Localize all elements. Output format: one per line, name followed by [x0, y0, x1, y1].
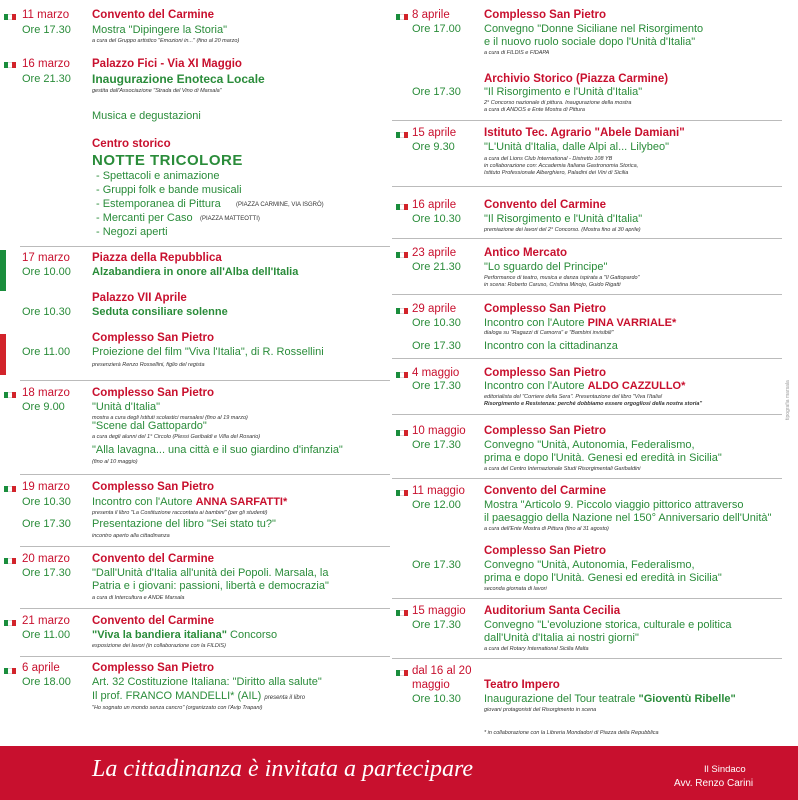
- event-title: prima e dopo l'Unità. Genesi ed eredità in Sicilia": [484, 452, 722, 464]
- event-place: Palazzo VII Aprile: [92, 292, 187, 304]
- tricolore-flag-icon: [396, 252, 408, 258]
- tricolore-flag-icon: [4, 486, 16, 492]
- list-item-location: (PIAZZA CARMINE, VIA ISGRÒ): [236, 202, 324, 208]
- event-time: Ore 9.30: [412, 141, 455, 153]
- event-place: Complesso San Pietro: [92, 332, 215, 344]
- event-note: Istituto Professionale Alberghiero, Paladini dei Vini di Sicilia: [484, 170, 629, 176]
- event-date: 10 maggio: [412, 425, 466, 437]
- event-date: 15 maggio: [412, 605, 466, 617]
- event-note: a cura del Gruppo artistico "Emozioni in..." (fino al 20 marzo): [92, 38, 240, 44]
- event-place: Antico Mercato: [484, 247, 568, 259]
- tricolore-flag-icon: [4, 392, 16, 398]
- author-name: PINA VARRIALE*: [587, 317, 677, 329]
- tricolore-flag-icon: [396, 372, 408, 378]
- event-place: Complesso San Pietro: [484, 545, 607, 557]
- event-title: Patria e i giovani: passioni, libertà e democrazia": [92, 580, 329, 592]
- event-time: Ore 10.30: [412, 213, 461, 225]
- event-time: Ore 17.00: [412, 23, 461, 35]
- event-place: Convento del Carmine: [484, 485, 607, 497]
- event-title: e il nuovo ruolo sociale dopo l'Unità d'Italia": [484, 36, 696, 48]
- list-item: - Spettacoli e animazione: [96, 170, 220, 182]
- event-place: Complesso San Pietro: [484, 425, 607, 437]
- event-date: 19 marzo: [22, 481, 70, 493]
- event-time: Ore 10.30: [412, 693, 461, 705]
- separator: [20, 246, 390, 247]
- separator: [392, 414, 782, 415]
- side-credit: tipografia marsala: [785, 380, 791, 420]
- event-title: "Unità d'Italia": [92, 401, 160, 413]
- event-date: 23 aprile: [412, 247, 457, 259]
- event-note: a cura del Centro Internazionale Studi Risorgimentali Garibaldini: [484, 466, 641, 472]
- event-time: Ore 12.00: [412, 499, 461, 511]
- event-place: Piazza della Repubblica: [92, 252, 222, 264]
- event-time: Ore 17.30: [412, 439, 461, 451]
- event-note: seconda giornata di lavori: [484, 586, 547, 592]
- event-place: Istituto Tec. Agrario "Abele Damiani": [484, 127, 685, 139]
- event-date: 21 marzo: [22, 615, 70, 627]
- event-title-main: "Gioventù Ribelle": [638, 693, 736, 705]
- event-note: a cura di FILDIS e FIDAPA: [484, 50, 550, 56]
- event-place: Convento del Carmine: [92, 615, 215, 627]
- event-time: Ore 10.30: [22, 496, 71, 508]
- event-place: Convento del Carmine: [484, 199, 607, 211]
- signature-title: Il Sindaco: [704, 764, 746, 775]
- event-date: 17 marzo: [22, 252, 70, 264]
- list-item: - Gruppi folk e bande musicali: [96, 184, 242, 196]
- event-date: 18 marzo: [22, 387, 70, 399]
- event-title: [92, 690, 305, 702]
- footer-banner: [0, 746, 798, 800]
- event-note: presenzierà Renzo Rossellini, figlio del regista: [92, 362, 205, 368]
- tricolore-flag-icon: [396, 490, 408, 496]
- separator: [392, 358, 782, 359]
- event-time: Ore 11.00: [22, 346, 71, 358]
- author-name: ANNA SARFATTI*: [195, 496, 288, 508]
- event-time: Ore 17.30: [22, 567, 71, 579]
- event-note: a cura di Intercultura e ANDE Marsala: [92, 595, 185, 601]
- event-note: editorialista del "Corriere della Sera". Presentazione del libro "Viva l'Italia!: [484, 394, 663, 400]
- event-place: Archivio Storico (Piazza Carmine): [484, 73, 669, 85]
- event-place: Complesso San Pietro: [92, 662, 215, 674]
- event-place: Complesso San Pietro: [92, 387, 215, 399]
- event-note: in scena: Roberto Caruso, Cristina Minojo, Guido Rigatti: [484, 282, 621, 288]
- separator: [392, 186, 782, 187]
- event-title-main: "Viva la bandiera italiana": [92, 629, 227, 641]
- event-title: il paesaggio della Nazione nel 150° Anniversario dell'Unità": [484, 512, 772, 524]
- event-title: "Il Risorgimento e l'Unità d'Italia": [484, 213, 643, 225]
- event-title: Seduta consiliare solenne: [92, 306, 228, 318]
- event-date: 16 marzo: [22, 58, 70, 70]
- event-title: Presentazione del libro "Sei stato tu?": [92, 518, 276, 530]
- event-date: 29 aprile: [412, 303, 457, 315]
- tricolore-flag-icon: [396, 204, 408, 210]
- event-time: Ore 17.30: [412, 380, 461, 392]
- event-note: a cura dell'Ente Mostra di Pittura (fino al 31 agosto): [484, 526, 609, 532]
- event-place: Complesso San Pietro: [484, 367, 607, 379]
- event-place: Teatro Impero: [484, 679, 560, 691]
- event-note: dialoga su "Ragazzi di Camorra" e "Bambini invisibili": [484, 330, 614, 336]
- event-title: "L'Unità d'Italia, dalle Alpi al... Lilybeo": [484, 141, 670, 153]
- event-title: [92, 629, 277, 641]
- tricolore-flag-icon: [4, 14, 16, 20]
- event-title: Inaugurazione Enoteca Locale: [92, 72, 265, 86]
- event-title: Convegno "L'evoluzione storica, culturale e politica: [484, 619, 732, 631]
- event-note: a cura del Rotary International Sicilia Malta: [484, 646, 589, 652]
- separator: [392, 120, 782, 121]
- event-time: Ore 9.00: [22, 401, 65, 413]
- author-name: ALDO CAZZULLO*: [587, 380, 686, 392]
- separator: [392, 478, 782, 479]
- event-place: Complesso San Pietro: [484, 303, 607, 315]
- event-note: giovani protagonisti del Risorgimento in scena: [484, 707, 597, 713]
- event-place: Complesso San Pietro: [484, 9, 607, 21]
- event-title: Incontro con la cittadinanza: [484, 340, 618, 352]
- event-time: Ore 17.30: [22, 518, 71, 530]
- event-time: Ore 17.30: [412, 559, 461, 571]
- event-title-prefix: Incontro con l'Autore: [92, 496, 196, 508]
- tricolore-flag-icon: [396, 610, 408, 616]
- event-time: Ore 18.00: [22, 676, 71, 688]
- event-date: 6 aprile: [22, 662, 60, 674]
- event-place: Auditorium Santa Cecilia: [484, 605, 621, 617]
- event-date: 11 maggio: [412, 485, 465, 497]
- event-note: a cura del Lions Club International - Distretto 108 YB: [484, 156, 613, 162]
- event-note: in collaborazione con: Accademia Italiana Gastronomia Storica,: [484, 163, 639, 169]
- event-place: Complesso San Pietro: [92, 481, 215, 493]
- list-item: - Mercanti per Caso: [96, 212, 193, 224]
- event-title: [484, 380, 685, 392]
- event-title: Convegno "Unità, Autonomia, Federalismo,: [484, 439, 695, 451]
- event-note: Performance di teatro, musica e danza ispirata a "Il Gattopardo": [484, 275, 640, 281]
- tricolore-flag-icon: [396, 670, 408, 676]
- list-item: - Negozi aperti: [96, 226, 168, 238]
- signature-name: Avv. Renzo Carini: [674, 778, 754, 789]
- event-date: 8 aprile: [412, 9, 450, 21]
- event-time: Ore 17.30: [412, 619, 461, 631]
- event-place: Convento del Carmine: [92, 9, 215, 21]
- tricolore-flag-icon: [396, 430, 408, 436]
- tricolore-flag-icon: [396, 132, 408, 138]
- event-note: incontro aperto alla cittadinanza: [92, 533, 170, 539]
- separator: [20, 546, 390, 547]
- event-time: Ore 21.30: [412, 261, 461, 273]
- event-note: premiazione dei lavori del 2° Concorso. (Mostra fino al 30 aprile): [484, 227, 641, 233]
- event-time: Ore 21.30: [22, 73, 71, 85]
- event-title: "Scene dal Gattopardo": [92, 420, 207, 432]
- event-title: [484, 693, 736, 705]
- separator: [392, 294, 782, 295]
- event-title-prefix: Inaugurazione del Tour teatrale: [484, 693, 639, 705]
- event-time: Ore 10.30: [412, 317, 461, 329]
- separator: [20, 608, 390, 609]
- event-time: Ore 10.30: [22, 306, 71, 318]
- event-title: Mostra "Dipingere la Storia": [92, 24, 227, 36]
- event-note: a cura degli alunni del 1° Circolo (Plessi Garibaldi e Villa del Rosario): [92, 434, 261, 440]
- event-title: [92, 496, 287, 508]
- separator: [20, 474, 390, 475]
- event-note: Risorgimento e Resistenza: perché dobbiamo essere orgogliosi della nostra storia": [484, 401, 703, 407]
- event-title: Mostra "Articolo 9. Piccolo viaggio pittorico attraverso: [484, 499, 744, 511]
- event-title: Convegno "Donne Siciliane nel Risorgimento: [484, 23, 704, 35]
- event-title: dall'Unità d'Italia ai nostri giorni": [484, 632, 639, 644]
- event-title: Alzabandiera in onore all'Alba dell'Italia: [92, 266, 299, 278]
- event-date: 20 marzo: [22, 553, 70, 565]
- event-title-suffix: Concorso: [226, 629, 278, 641]
- separator: [392, 658, 782, 659]
- separator: [20, 656, 390, 657]
- tricolore-flag-icon: [4, 558, 16, 564]
- event-note: (fino al 10 maggio): [92, 459, 138, 465]
- tricolore-flag-icon: [396, 14, 408, 20]
- event-extra: Musica e degustazioni: [92, 110, 201, 122]
- event-place: Convento del Carmine: [92, 553, 215, 565]
- event-note: gestita dall'Associazione "Strada del Vino di Marsala": [92, 88, 222, 94]
- event-place: Centro storico: [92, 138, 171, 150]
- event-title: Convegno "Unità, Autonomia, Federalismo,: [484, 559, 695, 571]
- tricolore-flag-icon: [396, 308, 408, 314]
- tricolore-band: [0, 250, 6, 375]
- separator: [392, 598, 782, 599]
- event-note: presenta il libro: [264, 695, 306, 701]
- event-note: mostra a cura degli Istituti scolastici marsalesi (fino al 19 marzo): [92, 415, 248, 421]
- list-item-location: (PIAZZA MATTEOTTI): [200, 216, 260, 222]
- event-title: "Dall'Unità d'Italia all'unità dei Popoli. Marsala, la: [92, 567, 329, 579]
- event-note: presenta il libro "La Costituzione raccontata ai bambini" (per gli studenti): [92, 510, 268, 516]
- event-title: Art. 32 Costituzione Italiana: "Diritto alla salute": [92, 676, 322, 688]
- event-title: [484, 317, 676, 329]
- event-time: Ore 10.00: [22, 266, 71, 278]
- tricolore-flag-icon: [4, 620, 16, 626]
- event-date: 15 aprile: [412, 127, 457, 139]
- event-time: Ore 17.30: [22, 24, 71, 36]
- separator: [20, 380, 390, 381]
- event-date: 11 marzo: [22, 9, 70, 21]
- event-title: prima e dopo l'Unità. Genesi ed eredità in Sicilia": [484, 572, 722, 584]
- footnote: * in collaborazione con la Libreria Mondadori di Piazza della Repubblica: [484, 730, 659, 736]
- event-title: "Il Risorgimento e l'Unità d'Italia": [484, 86, 643, 98]
- separator: [392, 238, 782, 239]
- event-time: Ore 17.30: [412, 86, 461, 98]
- event-date: dal 16 al 20: [412, 665, 472, 677]
- event-place: Palazzo Fici - Via XI Maggio: [92, 58, 242, 70]
- speaker-name: Il prof. FRANCO MANDELLI* (AIL): [92, 690, 262, 702]
- event-time: Ore 17.30: [412, 340, 461, 352]
- footer-slogan: La cittadinanza è invitata a partecipare: [92, 756, 474, 782]
- event-title-prefix: Incontro con l'Autore: [484, 317, 588, 329]
- event-time: Ore 11.00: [22, 629, 71, 641]
- tricolore-flag-icon: [4, 62, 16, 68]
- tricolore-flag-icon: [4, 668, 16, 674]
- event-date: 16 aprile: [412, 199, 457, 211]
- event-title: "Alla lavagna... una città e il suo giardino d'infanzia": [92, 444, 343, 456]
- event-note: 2° Concorso nazionale di pittura. Inaugurazione della mostra: [484, 100, 632, 106]
- event-title-prefix: Incontro con l'Autore: [484, 380, 588, 392]
- event-note: esposizione dei lavori (in collaborazione con la FILDIS): [92, 643, 226, 649]
- event-note: "Ho sognato un mondo senza cancro" (organizzato con l'Avip Trapani): [92, 705, 263, 711]
- event-date: 4 maggio: [412, 367, 460, 379]
- event-date: maggio: [412, 679, 450, 691]
- event-title: Proiezione del film "Viva l'Italia", di R. Rossellini: [92, 346, 324, 358]
- event-title: "Lo sguardo del Principe": [484, 261, 608, 273]
- event-note: a cura di ANDOS e Ente Mostra di Pittura: [484, 107, 585, 113]
- notte-tricolore-title: NOTTE TRICOLORE: [92, 152, 243, 169]
- list-item: - Estemporanea di Pittura: [96, 198, 221, 210]
